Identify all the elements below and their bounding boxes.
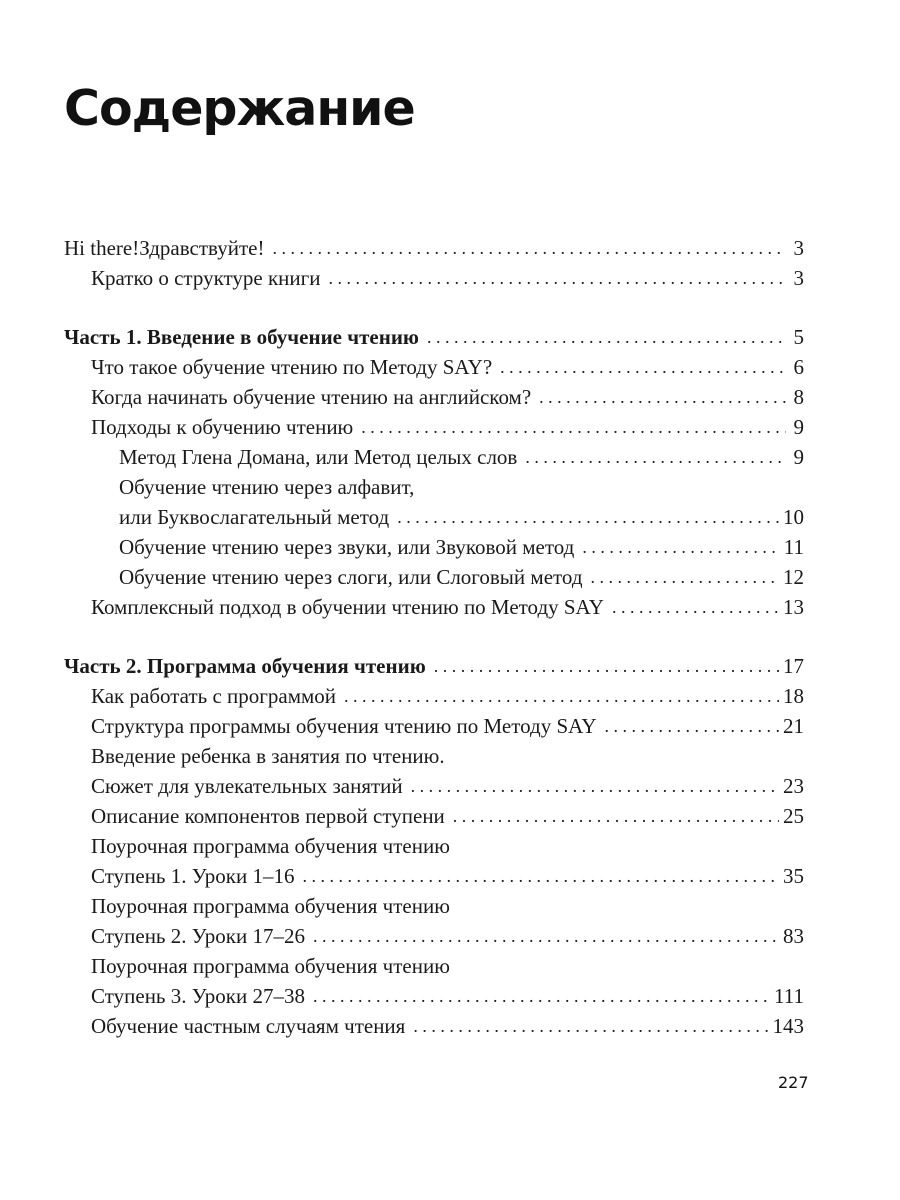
toc-entry (64, 771, 804, 801)
toc-entry-page: 6 (793, 355, 804, 379)
toc-entry-page: 5 (793, 325, 804, 349)
toc-entry (64, 382, 804, 412)
toc-entry-title: Когда начинать обучение чтению на английском? (91, 385, 532, 409)
toc-entry (64, 681, 804, 711)
toc-entry-page: 23 (783, 774, 804, 798)
dot-leader (411, 771, 779, 801)
dot-leader (525, 442, 786, 472)
toc-entry-title: Поурочная программа обучения чтению (91, 894, 450, 918)
toc-entry-title: Подходы к обучению чтению (91, 415, 354, 439)
toc-entry-title: Обучение частным случаям чтения (91, 1014, 406, 1038)
dot-leader (612, 592, 779, 622)
dot-leader (329, 263, 786, 293)
toc-entry-page: 111 (774, 984, 804, 1008)
toc-entry-page: 10 (783, 505, 804, 529)
dot-leader (361, 412, 786, 442)
toc-entry-title: Метод Глена Домана, или Метод целых слов (119, 445, 518, 469)
toc-entry (64, 532, 804, 562)
toc-entry (64, 981, 804, 1011)
toc-entry (64, 711, 804, 741)
toc-entry (64, 263, 804, 293)
toc-entry-title: Часть 1. Введение в обучение чтению (64, 325, 419, 349)
toc-entry-title: Что такое обучение чтению по Методу SAY? (91, 355, 493, 379)
toc-entry-title: Как работать с программой (91, 684, 337, 708)
toc-part-heading (64, 322, 804, 352)
toc-entry-title: Поурочная программа обучения чтению (91, 834, 450, 858)
dot-leader (434, 651, 779, 681)
toc-entry-title: Структура программы обучения чтению по Методу SAY (91, 714, 597, 738)
dot-leader (605, 711, 779, 741)
toc-entry-title: Hi there!Здравствуйте! (64, 236, 265, 260)
toc-entry-page: 17 (783, 654, 804, 678)
toc-entry-title: Комплексный подход в обучении чтению по Методу SAY (91, 595, 604, 619)
toc-entry-page: 13 (783, 595, 804, 619)
toc-entry-page: 8 (793, 385, 804, 409)
toc-entry-page: 3 (793, 266, 804, 290)
toc-entry-title: Обучение чтению через алфавит, (119, 475, 415, 499)
toc-entry-page: 35 (783, 864, 804, 888)
dot-leader (397, 502, 779, 532)
toc-entry-page: 143 (772, 1014, 804, 1038)
toc-entry-title: Сюжет для увлекательных занятий (91, 774, 403, 798)
toc-entry (64, 592, 804, 622)
dot-leader (313, 921, 779, 951)
toc-entry (64, 951, 804, 981)
toc-entry-title: Ступень 2. Уроки 17–26 (91, 924, 305, 948)
toc-entry-page: 11 (783, 535, 804, 559)
toc-entry-title: или Буквослагательный метод (119, 505, 390, 529)
dot-leader (500, 352, 786, 382)
toc-entry-title: Часть 2. Программа обучения чтению (64, 654, 426, 678)
toc-entry-title: Описание компонентов первой ступени (91, 804, 445, 828)
dot-leader (344, 681, 779, 711)
dot-leader (272, 233, 786, 263)
toc-entry-page: 83 (783, 924, 804, 948)
toc-entry (64, 412, 804, 442)
toc-entry (64, 502, 804, 532)
toc-entry (64, 831, 804, 861)
toc-entry-title: Обучение чтению через звуки, или Звуковой метод (119, 535, 575, 559)
dot-leader (539, 382, 786, 412)
toc-entry (64, 801, 804, 831)
toc-entry (64, 472, 804, 502)
toc-entry-page: 12 (783, 565, 804, 589)
toc-entry-page: 9 (793, 445, 804, 469)
toc-entry (64, 562, 804, 592)
toc-entry-page: 21 (783, 714, 804, 738)
toc-entry (64, 233, 804, 263)
toc-entry (64, 1011, 804, 1041)
toc-entry-title: Кратко о структуре книги (91, 266, 321, 290)
dot-leader (427, 322, 786, 352)
toc-entry-title: Введение ребенка в занятия по чтению. (91, 744, 445, 768)
toc-entry (64, 352, 804, 382)
toc-entry (64, 891, 804, 921)
dot-leader (591, 562, 780, 592)
toc-entry-page: 25 (783, 804, 804, 828)
dot-leader (413, 1011, 768, 1041)
dot-leader (453, 801, 779, 831)
dot-leader (313, 981, 770, 1011)
table-of-contents (64, 233, 804, 1041)
page-number: 227 (778, 1073, 809, 1092)
toc-part-heading (64, 651, 804, 681)
toc-entry (64, 921, 804, 951)
toc-entry (64, 861, 804, 891)
toc-entry-page: 9 (793, 415, 804, 439)
toc-entry-title: Поурочная программа обучения чтению (91, 954, 450, 978)
toc-entry-page: 3 (793, 236, 804, 260)
dot-leader (302, 861, 779, 891)
dot-leader (582, 532, 779, 562)
toc-entry-page: 18 (783, 684, 804, 708)
toc-entry (64, 741, 804, 771)
toc-entry-title: Ступень 1. Уроки 1–16 (91, 864, 295, 888)
toc-entry (64, 442, 804, 472)
page-title: Содержание (64, 80, 415, 137)
toc-entry-title: Обучение чтению через слоги, или Слоговый метод (119, 565, 583, 589)
toc-entry-title: Ступень 3. Уроки 27–38 (91, 984, 305, 1008)
